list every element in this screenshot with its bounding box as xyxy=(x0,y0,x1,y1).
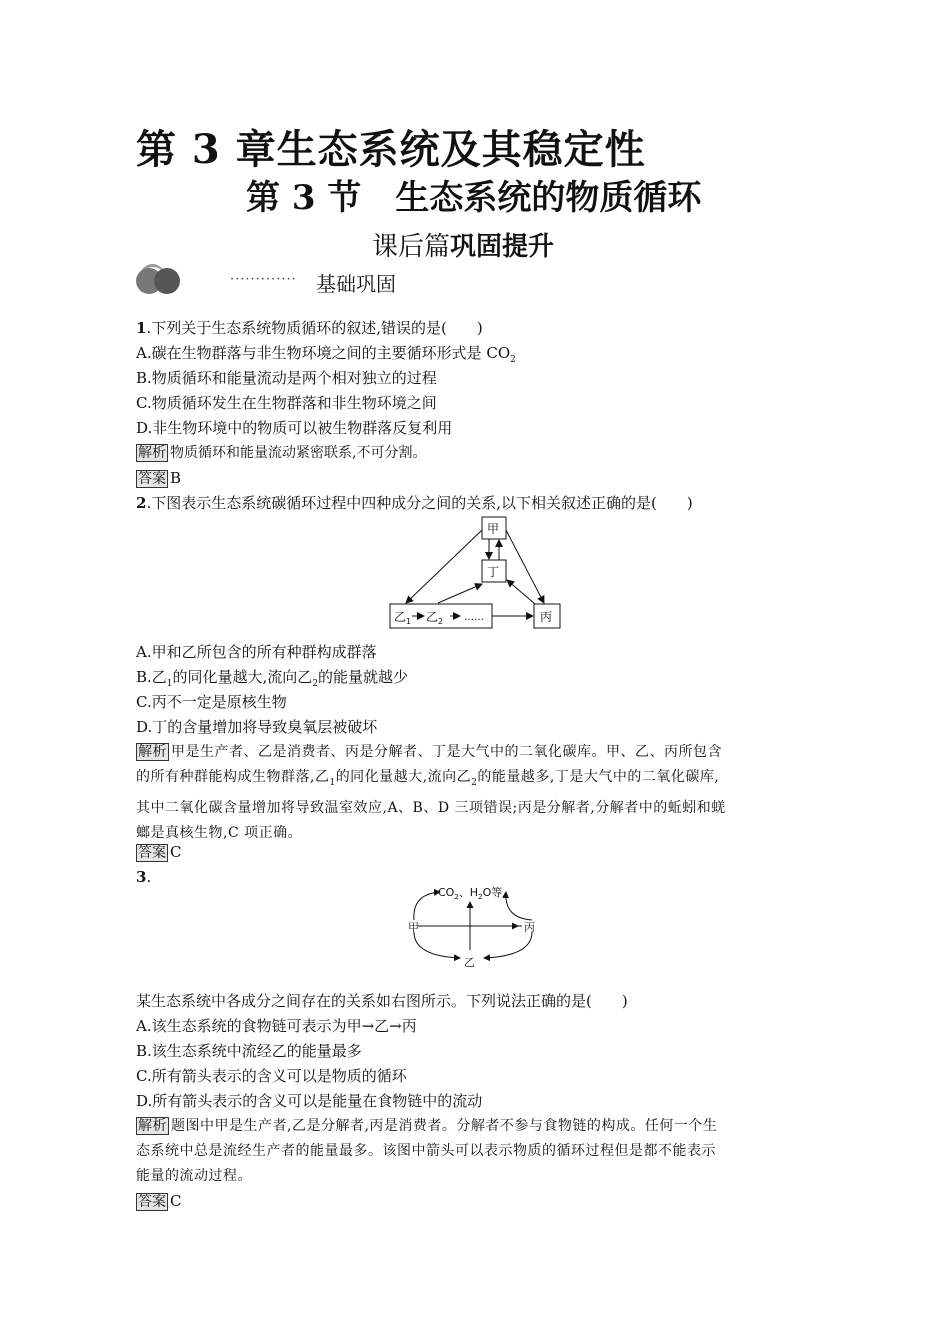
q2-option-b-post: 的能量就越少 xyxy=(318,668,409,686)
q3-stem: 某生态系统中各成分之间存在的关系如右图所示。下列说法正确的是( ) xyxy=(136,992,628,1010)
label-ding: 丁 xyxy=(487,565,500,579)
arc-top-right xyxy=(506,892,532,920)
arc-bottom-right xyxy=(484,932,532,958)
answer-tag: 答案 xyxy=(138,1194,166,1210)
sub-title xyxy=(372,226,554,263)
q2-option-b xyxy=(136,667,408,694)
q2-analysis-line1-text: 甲是生产者、乙是消费者、丙是分解者、丁是大气中的二氧化碳库。甲、乙、丙所包含 xyxy=(171,744,722,760)
q2-analysis-line1 xyxy=(136,740,816,765)
label-jia: 甲 xyxy=(487,522,500,536)
q2-analysis-line4: 螂是真核生物,C 项正确。 xyxy=(136,824,303,841)
q2-answer-value: C xyxy=(170,843,182,861)
top-label-c: O等 xyxy=(482,886,503,899)
q2-answer xyxy=(136,842,181,863)
q3-analysis-line1-text: 题图中甲是生产者,乙是分解者,丙是消费者。分解者不参与食物链的构成。任何一个生 xyxy=(171,1118,718,1134)
q2-option-b-pre: B.乙 xyxy=(136,668,167,686)
q2-option-a: A.甲和乙所包含的所有种群构成群落 xyxy=(136,643,377,661)
q1-answer xyxy=(136,468,181,489)
q1-option-a-text: A.碳在生物群落与非生物环境之间的主要循环形式是 CO xyxy=(136,344,511,362)
label-bing: 丙 xyxy=(540,610,553,624)
q2-analysis-line2-mid: 的同化量越大,流向乙 xyxy=(335,769,472,785)
label-ellipsis: …… xyxy=(464,612,484,623)
q1-analysis-text: 物质循环和能量流动紧密联系,不可分割。 xyxy=(170,445,427,461)
arc-bottom-left xyxy=(414,932,460,958)
label-yi1-sub: 1 xyxy=(406,617,412,626)
cycle-top-label xyxy=(438,886,502,901)
q2-option-b-sub1: 1 xyxy=(166,679,173,689)
level-label: 基础巩固 xyxy=(316,272,396,296)
q3-option-c: C.所有箭头表示的含义可以是物质的循环 xyxy=(136,1067,407,1085)
answer-tag: 答案 xyxy=(138,471,166,487)
q1-answer-value: B xyxy=(170,469,182,487)
cycle-right-label: 丙 xyxy=(524,921,535,934)
sub-title-bold: 巩固提升 xyxy=(450,232,555,262)
q1-stem-text: .下列关于生态系统物质循环的叙述,错误的是( ) xyxy=(146,319,483,337)
cycle-left-label: 甲 xyxy=(408,921,419,934)
q1-option-a xyxy=(136,343,516,370)
top-label-a: CO xyxy=(438,886,455,899)
q3-number: 3 xyxy=(136,868,147,886)
sub-title-plain: 课后篇 xyxy=(372,232,451,262)
q3-analysis-line1 xyxy=(136,1114,816,1139)
q3-option-d: D.所有箭头表示的含义可以是能量在食物链中的流动 xyxy=(136,1092,483,1110)
q2-analysis-sub1: 1 xyxy=(329,777,336,788)
q3-answer xyxy=(136,1191,181,1212)
decor-circle-right xyxy=(154,268,180,294)
cycle-bottom-label: 乙 xyxy=(464,956,475,969)
level-header xyxy=(136,266,456,296)
q2-analysis xyxy=(136,740,816,846)
q1-analysis xyxy=(136,443,426,463)
top-label-sub2: 2 xyxy=(478,893,483,901)
q2-option-b-sub2: 2 xyxy=(312,679,319,689)
q2-stem-text: .下图表示生态系统碳循环过程中四种成分之间的关系,以下相关叙述正确的是( ) xyxy=(146,494,693,512)
q3-answer-value: C xyxy=(170,1192,182,1210)
q2-analysis-line2-post: 的能量越多,丁是大气中的二氧化碳库, xyxy=(477,769,720,785)
section-title: 第 3 节 生态系统的物质循环 xyxy=(246,178,702,218)
q2-option-d: D.丁的含量增加将导致臭氧层被破坏 xyxy=(136,718,378,736)
q2-option-c: C.丙不一定是原核生物 xyxy=(136,693,287,711)
q3-analysis-line2: 态系统中总是流经生产者的能量最多。该图中箭头可以表示物质的循环过程但是都不能表示 xyxy=(136,1143,716,1159)
q1-stem xyxy=(136,318,483,338)
q2-analysis-sub2: 2 xyxy=(471,777,478,788)
arrow-jia-to-yi xyxy=(406,530,482,603)
chapter-title: 第 3 章生态系统及其稳定性 xyxy=(136,126,646,173)
q2-analysis-line3: 其中二氧化碳含量增加将导致温室效应,A、B、D 三项错误;丙是分解者,分解者中的蚯蚓和蜣 xyxy=(136,799,726,816)
q2-option-b-mid: 的同化量越大,流向乙 xyxy=(172,668,313,686)
level-dots: ············· xyxy=(230,272,297,287)
analysis-tag: 解析 xyxy=(138,445,166,461)
label-yi2: 乙 xyxy=(426,610,439,624)
q1-option-b: B.物质循环和能量流动是两个相对独立的过程 xyxy=(136,369,437,387)
analysis-tag: 解析 xyxy=(138,1118,167,1134)
q1-number: 1 xyxy=(136,319,147,337)
q1-option-d: D.非生物环境中的物质可以被生物群落反复利用 xyxy=(136,419,453,437)
carbon-cycle-diagram xyxy=(380,512,570,634)
q3-option-b: B.该生态系统中流经乙的能量最多 xyxy=(136,1042,362,1060)
arc-top-left xyxy=(414,892,440,920)
label-yi1: 乙 xyxy=(394,610,407,624)
q2-number: 2 xyxy=(136,494,147,512)
q3-option-a: A.该生态系统的食物链可表示为甲→乙→丙 xyxy=(136,1017,417,1035)
q3-analysis-line3: 能量的流动过程。 xyxy=(136,1168,252,1184)
top-label-b: 、H xyxy=(458,886,479,899)
arrow-bing-to-ding xyxy=(507,580,535,604)
arrow-yi-to-ding xyxy=(438,584,482,603)
q3-number-line xyxy=(136,867,151,887)
q3-analysis xyxy=(136,1114,816,1189)
analysis-tag: 解析 xyxy=(138,744,167,760)
q2-analysis-line2 xyxy=(136,765,816,796)
arrow-jia-to-bing xyxy=(506,530,544,603)
label-yi2-sub: 2 xyxy=(438,617,444,626)
answer-tag: 答案 xyxy=(138,845,166,861)
q3-number-dot: . xyxy=(146,868,152,886)
q2-stem xyxy=(136,493,693,513)
top-label-sub: 2 xyxy=(454,893,459,901)
q2-analysis-line2-pre: 的所有种群能构成生物群落,乙 xyxy=(136,769,330,785)
q1-option-c: C.物质循环发生在生物群落和非生物环境之间 xyxy=(136,394,437,412)
q1-option-a-sub: 2 xyxy=(510,355,516,365)
cycle-diagram xyxy=(400,880,550,970)
